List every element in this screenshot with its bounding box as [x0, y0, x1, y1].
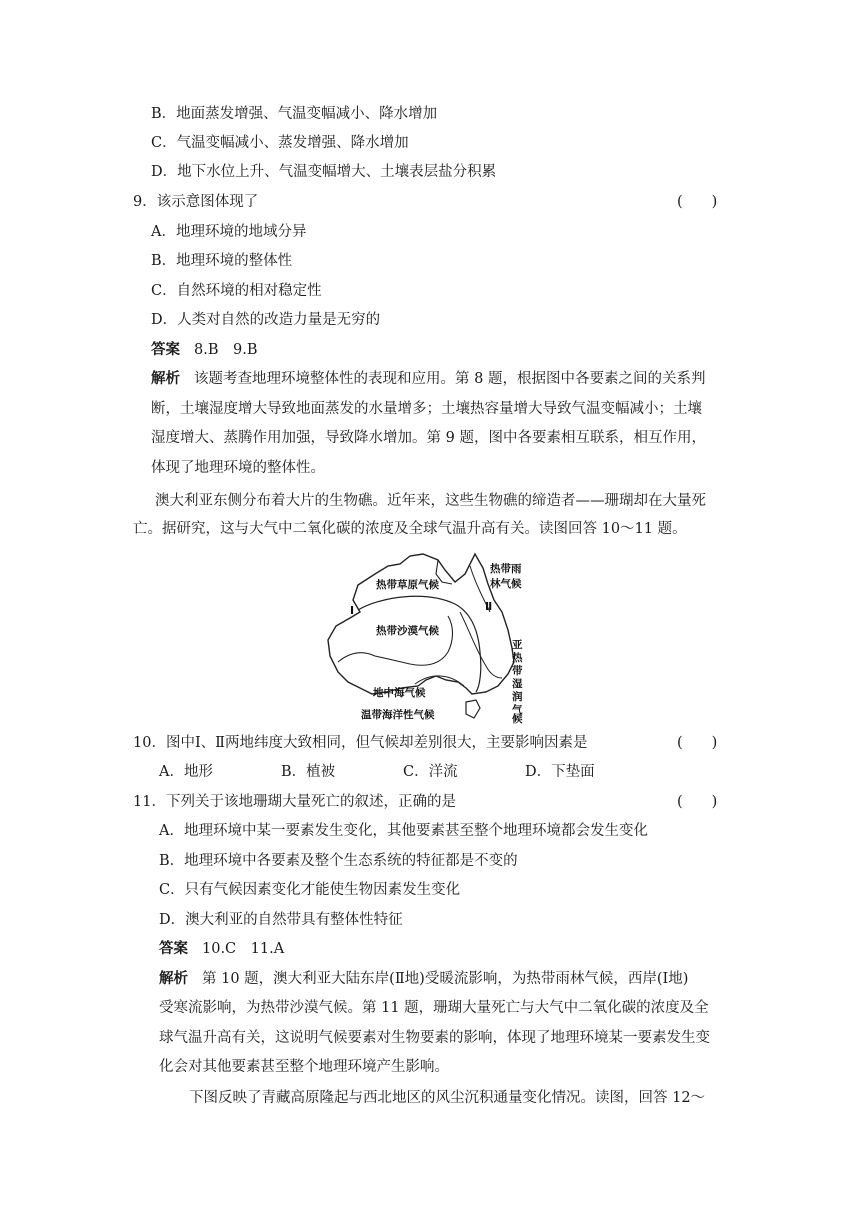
q9-stem: 9．该示意图体现了 [133, 194, 259, 210]
q10-option-a: A．地形 [159, 764, 213, 780]
label-humid-subtropical-char-5: 润 [512, 691, 523, 703]
explanation-2-line-1 [159, 969, 688, 989]
q9-option-d: D．人类对自然的改造力量是无穷的 [151, 312, 381, 328]
q8-option-c: C．气温变幅减小、蒸发增强、降水增加 [151, 135, 409, 151]
label-humid-subtropical-char-4: 湿 [512, 678, 523, 690]
tasmania-outline [466, 700, 480, 718]
label-humid-subtropical-char-2: 热 [512, 652, 523, 664]
q8-option-b: B．地面蒸发增强、气温变幅减小、降水增加 [151, 106, 438, 122]
q10-option-c: C．洋流 [403, 764, 458, 780]
answer-text: 10.C 11.A [202, 941, 285, 957]
explanation-1-line-1 [151, 369, 705, 389]
explanation-label: 解析 [159, 971, 188, 987]
explanation-label: 解析 [151, 371, 180, 387]
q10-option-b: B．植被 [281, 764, 336, 780]
label-mediterranean: 地中海气候 [373, 687, 426, 699]
label-desert: 热带沙漠气候 [376, 625, 439, 637]
q9-option-a: A．地理环境的地域分异 [151, 224, 307, 240]
explanation-2-line-2: 受寒流影响，为热带沙漠气候。第 11 题，珊瑚大量死亡与大气中二氧化碳的浓度及全 [159, 1000, 709, 1016]
label-rainforest-line2: 林气候 [490, 578, 522, 590]
q11-answer-blank: ( ) [677, 794, 718, 810]
label-humid-subtropical-char-7: 候 [512, 713, 523, 724]
q10-stem: 10．图中Ⅰ、Ⅱ两地纬度大致相同，但气候却差别很大，主要影响因素是 [133, 735, 588, 751]
label-humid-subtropical-char-6: 气 [512, 704, 523, 716]
q9-option-b: B．地理环境的整体性 [151, 253, 293, 269]
q11-option-b: B．地理环境中各要素及整个生态系统的特征都是不变的 [159, 853, 518, 869]
q11-option-a: A．地理环境中某一要素发生变化，其他要素甚至整个地理环境都会发生变化 [159, 823, 648, 839]
q11-stem: 11．下列关于该地珊瑚大量死亡的叙述，正确的是 [133, 794, 456, 810]
explanation-1-line-2: 断，土壤湿度增大导致地面蒸发的水量增多；土壤热容量增大导致气温变幅减小；土壤 [151, 401, 702, 417]
continent-outline [328, 554, 514, 694]
q10-option-d: D．下垫面 [525, 764, 595, 780]
intro-2-line-2: 亡。据研究，这与大气中二氧化碳的浓度及全球气温升高有关。读图回答 10～11 题。 [133, 521, 687, 537]
explanation-text: 第 10 题，澳大利亚大陆东岸(Ⅱ地)受暖流影响，为热带雨林气候，西岸(Ⅰ地) [202, 971, 689, 987]
answer-block-2 [159, 939, 284, 959]
marker-II: Ⅱ [485, 600, 493, 613]
label-rainforest-line1: 热带雨 [490, 563, 522, 575]
explanation-2-line-4: 化会对其他要素甚至整个地理环境产生影响。 [159, 1059, 449, 1075]
answer-label: 答案 [151, 342, 180, 358]
australia-climate-map [320, 552, 540, 724]
explanation-2-line-3: 球气温升高有关，这说明气候要素对生物要素的影响，体现了地理环境某一要素发生变 [159, 1030, 710, 1046]
intro-3-line-1: 下图反映了青藏高原隆起与西北地区的风尘沉积通量变化情况。读图，回答 12～ [189, 1090, 706, 1106]
q9-option-c: C．自然环境的相对稳定性 [151, 283, 322, 299]
explanation-1-line-4: 体现了地理环境的整体性。 [151, 460, 325, 476]
intro-2-line-1: 澳大利亚东侧分布着大片的生物礁。近年来，这些生物礁的缔造者——珊瑚却在大量死 [155, 493, 706, 509]
label-humid-subtropical [511, 638, 523, 724]
q10-answer-blank: ( ) [677, 735, 718, 751]
label-oceanic: 温带海洋性气候 [361, 709, 435, 721]
q8-option-d: D．地下水位上升、气温变幅增大、土壤表层盐分积累 [151, 164, 497, 180]
label-humid-subtropical-char-3: 带 [512, 665, 523, 677]
label-humid-subtropical-char-1: 亚 [512, 639, 523, 651]
explanation-1-line-3: 湿度增大、蒸腾作用加强，导致降水增加。第 9 题，图中各要素相互联系，相互作用， [151, 430, 706, 446]
q11-option-c: C．只有气候因素变化才能使生物因素发生变化 [159, 882, 461, 898]
q11-option-d: D．澳大利亚的自然带具有整体性特征 [159, 912, 403, 928]
explanation-text: 该题考查地理环境整体性的表现和应用。第 8 题，根据图中各要素之间的关系判 [194, 371, 706, 387]
answer-block-1 [151, 340, 257, 360]
marker-I: Ⅰ [350, 604, 355, 617]
answer-text: 8.B 9.B [194, 342, 258, 358]
q9-answer-blank: ( ) [677, 194, 718, 210]
label-savanna: 热带草原气候 [376, 579, 439, 591]
answer-label: 答案 [159, 941, 188, 957]
